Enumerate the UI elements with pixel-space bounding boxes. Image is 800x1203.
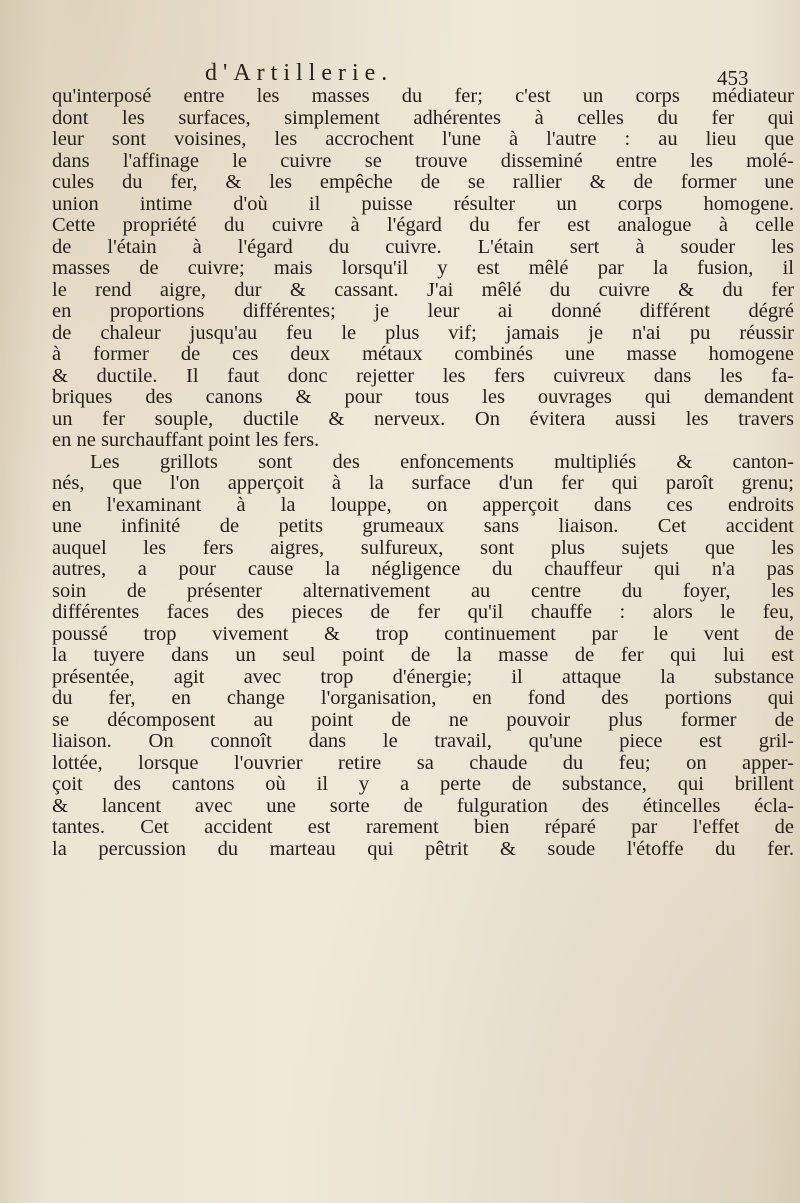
text-line: la tuyere dans un seul point de la masse de fer qui lui est bbox=[52, 645, 794, 666]
text-line: le rend aigre, dur & cassant. J'ai mêlé du cuivre & du fer bbox=[52, 279, 794, 301]
text-line: différentes faces des pieces de fer qu'il chauffe : alors le feu, bbox=[52, 602, 794, 623]
text-line: soin de présenter alternativement au centre du foyer, les bbox=[52, 580, 794, 602]
text-line: lottée, lorsque l'ouvrier retire sa chaude du feu; on apper- bbox=[52, 752, 794, 774]
text-line: du fer, en change l'organisation, en fond des portions qui bbox=[52, 688, 794, 709]
text-line: nés, que l'on apperçoit à la surface d'un fer qui paroît grenu; bbox=[52, 473, 794, 494]
page-number: 453 bbox=[717, 66, 749, 90]
text-line: à former de ces deux métaux combinés une masse homogene bbox=[52, 344, 794, 365]
text-line: poussé trop vivement & trop continuement par le vent de bbox=[52, 623, 794, 645]
text-line: liaison. On connoît dans le travail, qu'une piece est gril- bbox=[52, 731, 794, 752]
text-line: un fer souple, ductile & nerveux. On évitera aussi les travers bbox=[52, 408, 794, 430]
text-line: dont les surfaces, simplement adhérentes à celles du fer qui bbox=[52, 107, 794, 129]
text-line: présentée, agit avec trop d'énergie; il attaque la substance bbox=[52, 666, 794, 688]
text-line: de l'étain à l'égard du cuivre. L'étain sert à souder les bbox=[52, 236, 794, 258]
paragraph-first-line: Les grillots sont des enfoncements multipliés & canton- bbox=[90, 451, 794, 473]
text-line: en ne surchauffant point les fers. bbox=[52, 430, 320, 451]
text-line: en l'examinant à la louppe, on apperçoit dans ces endroits bbox=[52, 494, 794, 516]
text-line: dans l'affinage le cuivre se trouve disseminé entre les molé- bbox=[52, 150, 794, 172]
text-line: Cette propriété du cuivre à l'égard du fer est analogue à celle bbox=[52, 215, 794, 236]
body-text bbox=[52, 86, 794, 860]
text-line: de chaleur jusqu'au feu le plus vif; jamais je n'ai pu réussir bbox=[52, 322, 794, 344]
text-line: leur sont voisines, les accrochent l'une à l'autre : au lieu que bbox=[52, 129, 794, 150]
text-line: une infinité de petits grumeaux sans liaison. Cet accident bbox=[52, 516, 794, 537]
text-line: union intime d'où il puisse résulter un corps homogene. bbox=[52, 193, 794, 215]
text-line: & ductile. Il faut donc rejetter les fers cuivreux dans les fa- bbox=[52, 365, 794, 387]
text-line: la percussion du marteau qui pêtrit & soude l'étoffe du fer. bbox=[52, 838, 794, 860]
text-line: auquel les fers aigres, sulfureux, sont plus sujets que les bbox=[52, 537, 794, 559]
text-line: cules du fer, & les empêche de se rallier & de former une bbox=[52, 172, 794, 193]
text-line: & lancent avec une sorte de fulguration des étincelles écla- bbox=[52, 795, 794, 817]
text-line: qu'interposé entre les masses du fer; c'est un corps médiateur bbox=[52, 86, 794, 107]
text-line: autres, a pour cause la négligence du chauffeur qui n'a pas bbox=[52, 559, 794, 580]
text-line: se décomposent au point de ne pouvoir plus former de bbox=[52, 709, 794, 731]
text-line: çoit des cantons où il y a perte de substance, qui brillent bbox=[52, 774, 794, 795]
text-line: tantes. Cet accident est rarement bien réparé par l'effet de bbox=[52, 817, 794, 838]
text-line: masses de cuivre; mais lorsqu'il y est mêlé par la fusion, il bbox=[52, 258, 794, 279]
text-line: en proportions différentes; je leur ai donné différent dégré bbox=[52, 301, 794, 322]
text-line: briques des canons & pour tous les ouvrages qui demandent bbox=[52, 387, 794, 408]
running-head: d'Artillerie. bbox=[205, 60, 394, 86]
